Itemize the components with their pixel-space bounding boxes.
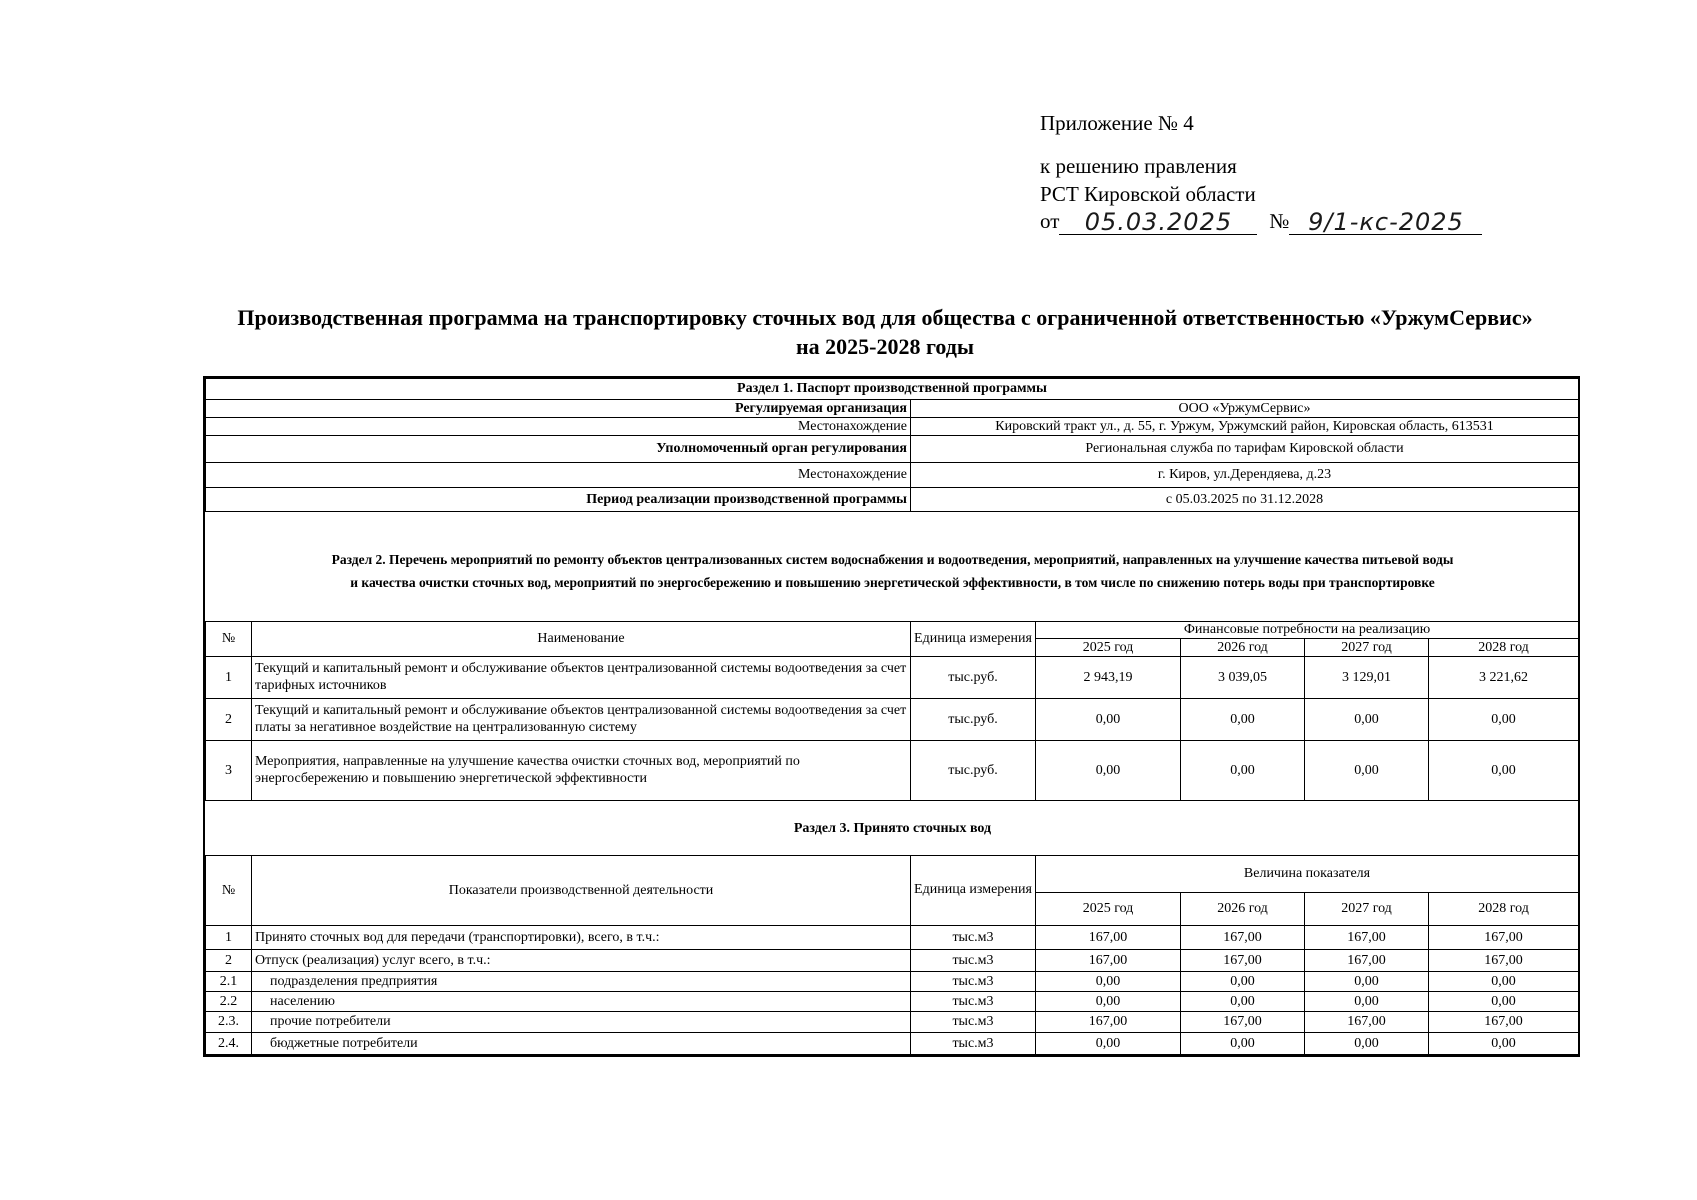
table-row: [206, 463, 1579, 488]
col-fin-header: Финансовые потребности на реализацию: [1036, 622, 1579, 639]
row-name: прочие потребители: [252, 1012, 911, 1033]
row-unit: тыс.руб.: [911, 741, 1036, 801]
table-row: [206, 1033, 1579, 1055]
row-value-2025: 0,00: [1036, 992, 1181, 1012]
row-value-2025: 0,00: [1036, 741, 1181, 801]
row-name: Отпуск (реализация) услуг всего, в т.ч.:: [252, 950, 911, 972]
row-value-2026: 3 039,05: [1181, 657, 1305, 699]
table-row: [206, 972, 1579, 992]
row-value-2027: 0,00: [1305, 699, 1429, 741]
document-title: [190, 304, 1580, 361]
col-no-header: №: [206, 856, 252, 926]
row-value-2026: 167,00: [1181, 950, 1305, 972]
year-header: 2025 год: [1036, 639, 1181, 657]
row-value-2026: 167,00: [1181, 1012, 1305, 1033]
annex-line2: РСТ Кировской области: [1040, 181, 1256, 206]
row-name: Текущий и капитальный ремонт и обслуживание объектов централизованной системы водоотведения за счет платы за негативное воздействие на централизованную систему: [252, 699, 911, 741]
row-name: подразделения предприятия: [252, 972, 911, 992]
row-value: Региональная служба по тарифам Кировской области: [911, 436, 1579, 463]
row-unit: тыс.м3: [911, 992, 1036, 1012]
year-header: 2027 год: [1305, 639, 1429, 657]
row-no: 2: [206, 950, 252, 972]
section3-header: Раздел 3. Принято сточных вод: [793, 821, 992, 836]
year-header: 2027 год: [1305, 893, 1429, 926]
annex-block: [1040, 110, 1482, 235]
row-value-2027: 167,00: [1305, 1012, 1429, 1033]
col-name-header: Наименование: [252, 622, 911, 657]
row-value-2028: 167,00: [1429, 1012, 1579, 1033]
row-value-2028: 3 221,62: [1429, 657, 1579, 699]
row-value-2028: 0,00: [1429, 1033, 1579, 1055]
row-value-2026: 167,00: [1181, 926, 1305, 950]
col-unit-header: Единица измерения: [911, 856, 1036, 926]
table-row: [206, 992, 1579, 1012]
row-value-2025: 167,00: [1036, 926, 1181, 950]
row-value-2026: 0,00: [1181, 741, 1305, 801]
year-header: 2025 год: [1036, 893, 1181, 926]
year-header: 2026 год: [1181, 639, 1305, 657]
row-value: ООО «УржумСервис»: [911, 400, 1579, 418]
section2-header-line2: и качества очистки сточных вод, мероприятий по энергосбережению и повышению энергетической эффективности, в том числе по снижению потерь воды при транспортировке: [350, 575, 1435, 590]
row-value-2028: 0,00: [1429, 699, 1579, 741]
row-no: 2: [206, 699, 252, 741]
row-value-2026: 0,00: [1181, 1033, 1305, 1055]
row-value-2025: 167,00: [1036, 1012, 1181, 1033]
number-prefix: №: [1269, 208, 1290, 233]
row-unit: тыс.руб.: [911, 657, 1036, 699]
row-value-2028: 167,00: [1429, 926, 1579, 950]
col-val-header: Величина показателя: [1036, 856, 1579, 893]
col-no-header: №: [206, 622, 252, 657]
row-value-2025: 0,00: [1036, 972, 1181, 992]
row-value-2028: 0,00: [1429, 741, 1579, 801]
row-unit: тыс.м3: [911, 972, 1036, 992]
row-unit: тыс.руб.: [911, 699, 1036, 741]
table-row: [206, 488, 1579, 512]
col-name-header: Показатели производственной деятельности: [252, 856, 911, 926]
section3-table: [205, 855, 1579, 1055]
row-unit: тыс.м3: [911, 1012, 1036, 1033]
row-value-2027: 0,00: [1305, 741, 1429, 801]
row-value: г. Киров, ул.Дерендяева, д.23: [911, 463, 1579, 488]
row-value-2026: 0,00: [1181, 699, 1305, 741]
row-unit: тыс.м3: [911, 950, 1036, 972]
row-value-2028: 167,00: [1429, 950, 1579, 972]
row-unit: тыс.м3: [911, 1033, 1036, 1055]
row-value-2025: 0,00: [1036, 699, 1181, 741]
row-value-2027: 167,00: [1305, 926, 1429, 950]
row-no: 3: [206, 741, 252, 801]
row-name: Текущий и капитальный ремонт и обслуживание объектов централизованной системы водоотведения за счет тарифных источников: [252, 657, 911, 699]
row-name: Мероприятия, направленные на улучшение качества очистки сточных вод, мероприятий по энергосбережению и повышению энергетической эффективности: [252, 741, 911, 801]
row-value-2028: 0,00: [1429, 972, 1579, 992]
row-value-2025: 167,00: [1036, 950, 1181, 972]
col-unit-header: Единица измерения: [911, 622, 1036, 657]
year-header: 2026 год: [1181, 893, 1305, 926]
table-row: [206, 400, 1579, 418]
section2-header-line1: Раздел 2. Перечень мероприятий по ремонту объектов централизованных систем водоснабжения и водоотведения, мероприятий, направленных на улучшение качества питьевой воды: [331, 552, 1454, 567]
decision-reference: [1040, 208, 1482, 235]
row-name: Принято сточных вод для передачи (транспортировки), всего, в т.ч.:: [252, 926, 911, 950]
row-value-2026: 0,00: [1181, 972, 1305, 992]
row-label: Регулируемая организация: [206, 400, 911, 418]
row-label: Местонахождение: [206, 418, 911, 436]
handwritten-date: 05.03.2025: [1059, 210, 1257, 235]
year-header: 2028 год: [1429, 893, 1579, 926]
row-no: 2.2: [206, 992, 252, 1012]
table-row: [206, 741, 1579, 801]
row-value-2026: 0,00: [1181, 992, 1305, 1012]
row-no: 1: [206, 657, 252, 699]
row-value-2027: 3 129,01: [1305, 657, 1429, 699]
annex-number: Приложение № 4: [1040, 111, 1194, 135]
row-no: 2.3.: [206, 1012, 252, 1033]
row-no: 2.4.: [206, 1033, 252, 1055]
section1-header: Раздел 1. Паспорт производственной программы: [206, 379, 1579, 400]
row-unit: тыс.м3: [911, 926, 1036, 950]
table-row: [206, 418, 1579, 436]
from-prefix: от: [1040, 208, 1060, 233]
row-label: Местонахождение: [206, 463, 911, 488]
row-value-2027: 0,00: [1305, 972, 1429, 992]
section2-header: [207, 548, 1578, 594]
row-label: Период реализации производственной программы: [206, 488, 911, 512]
row-value: с 05.03.2025 по 31.12.2028: [911, 488, 1579, 512]
row-name: населению: [252, 992, 911, 1012]
title-line1: Производственная программа на транспортировку сточных вод для общества с ограниченной ответственностью «УржумСервис»: [237, 305, 1533, 330]
handwritten-number: 9/1-кс-2025: [1289, 210, 1482, 235]
table-row: [206, 950, 1579, 972]
section1-table: [205, 378, 1579, 512]
row-value-2025: 0,00: [1036, 1033, 1181, 1055]
table-row: [206, 657, 1579, 699]
row-label: Уполномоченный орган регулирования: [206, 436, 911, 463]
annex-line1: к решению правления: [1040, 154, 1237, 179]
table-row: [206, 699, 1579, 741]
row-value-2027: 0,00: [1305, 992, 1429, 1012]
row-value-2025: 2 943,19: [1036, 657, 1181, 699]
title-line2: на 2025-2028 годы: [795, 333, 975, 359]
row-no: 1: [206, 926, 252, 950]
section2-table: [205, 621, 1579, 801]
row-no: 2.1: [206, 972, 252, 992]
row-name: бюджетные потребители: [252, 1033, 911, 1055]
row-value-2027: 0,00: [1305, 1033, 1429, 1055]
year-header: 2028 год: [1429, 639, 1579, 657]
table-row: [206, 436, 1579, 463]
row-value-2027: 167,00: [1305, 950, 1429, 972]
table-row: [206, 1012, 1579, 1033]
row-value-2028: 0,00: [1429, 992, 1579, 1012]
row-value: Кировский тракт ул., д. 55, г. Уржум, Уржумский район, Кировская область, 613531: [911, 418, 1579, 436]
table-row: [206, 926, 1579, 950]
